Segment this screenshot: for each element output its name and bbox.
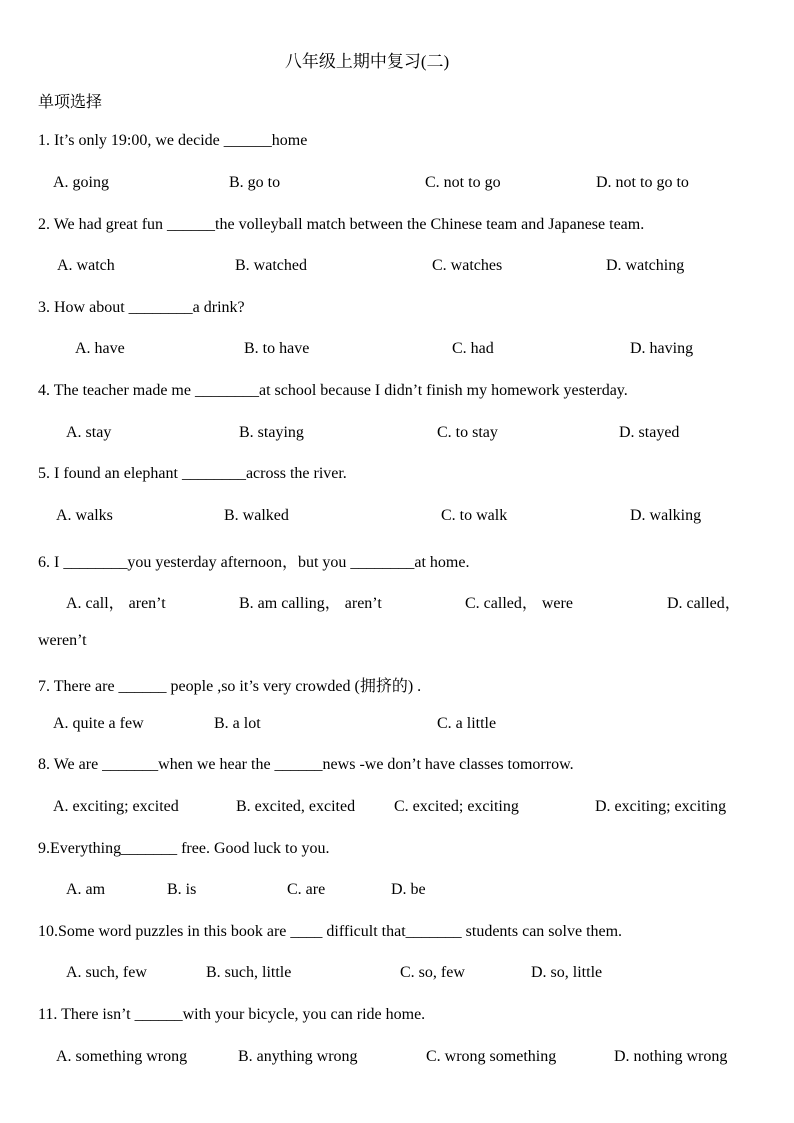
option-c: C. a little (437, 715, 497, 732)
option-b: B. a lot (214, 715, 261, 732)
question-stem: 11. There isn’t ______with your bicycle, you can ride home. (38, 1006, 426, 1023)
option-a: A. exciting; excited (53, 798, 179, 815)
option-b: B. to have (244, 340, 310, 357)
question-stem: 3. How about ________a drink? (38, 299, 245, 316)
option-continuation: weren’t (38, 632, 87, 649)
option-c: C. to stay (437, 424, 498, 441)
option-b: B. such, little (206, 964, 292, 981)
page-title: 八年级上期中复习(二) (284, 52, 450, 71)
question-stem: 6. I ________you yesterday afternoon，but you ________at home. (38, 554, 470, 571)
option-d: D. called， (667, 595, 741, 612)
option-d: D. not to go to (596, 174, 689, 191)
question-stem: 1. It’s only 19:00, we decide ______home (38, 132, 308, 149)
option-a: A. walks (56, 507, 113, 524)
option-d: D. exciting; exciting (595, 798, 727, 815)
option-d: D. watching (606, 257, 685, 274)
question-stem: 5. I found an elephant ________across the river. (38, 465, 347, 482)
option-c: C. so, few (400, 964, 465, 981)
question-stem: 10.Some word puzzles in this book are ____ difficult that_______ students can solve them. (38, 923, 623, 940)
option-a: A. call， aren’t (66, 595, 166, 612)
option-c: C. are (287, 881, 326, 898)
question-stem: 2. We had great fun ______the volleyball match between the Chinese team and Japanese team. (38, 216, 645, 233)
option-c: C. excited; exciting (394, 798, 519, 815)
option-b: B. am calling， aren’t (239, 595, 382, 612)
option-c: C. called， were (465, 595, 573, 612)
option-b: B. watched (235, 257, 307, 274)
option-a: A. going (53, 174, 109, 191)
option-d: D. be (391, 881, 426, 898)
question-stem: 9.Everything_______ free. Good luck to you. (38, 840, 330, 857)
option-a: A. quite a few (53, 715, 144, 732)
option-d: D. walking (630, 507, 702, 524)
option-b: B. is (167, 881, 197, 898)
option-a: A. stay (66, 424, 112, 441)
option-b: B. excited, excited (236, 798, 356, 815)
option-a: A. such, few (66, 964, 147, 981)
option-b: B. go to (229, 174, 281, 191)
option-b: B. staying (239, 424, 304, 441)
option-b: B. anything wrong (238, 1048, 358, 1065)
option-d: D. having (630, 340, 694, 357)
option-d: D. stayed (619, 424, 680, 441)
option-b: B. walked (224, 507, 289, 524)
section-heading: 单项选择 (38, 94, 103, 111)
option-a: A. watch (57, 257, 115, 274)
option-c: C. had (452, 340, 494, 357)
question-stem: 4. The teacher made me ________at school because I didn’t finish my homework yesterday. (38, 382, 628, 399)
question-stem: 8. We are _______when we hear the ______news -we don’t have classes tomorrow. (38, 756, 574, 773)
option-c: C. to walk (441, 507, 508, 524)
option-c: C. not to go (425, 174, 501, 191)
option-d: D. so, little (531, 964, 603, 981)
option-a: A. have (75, 340, 125, 357)
option-a: A. am (66, 881, 106, 898)
option-d: D. nothing wrong (614, 1048, 728, 1065)
question-stem: 7. There are ______ people ,so it’s very crowded (拥挤的) . (38, 678, 422, 695)
option-c: C. wrong something (426, 1048, 557, 1065)
option-a: A. something wrong (56, 1048, 188, 1065)
option-c: C. watches (432, 257, 503, 274)
